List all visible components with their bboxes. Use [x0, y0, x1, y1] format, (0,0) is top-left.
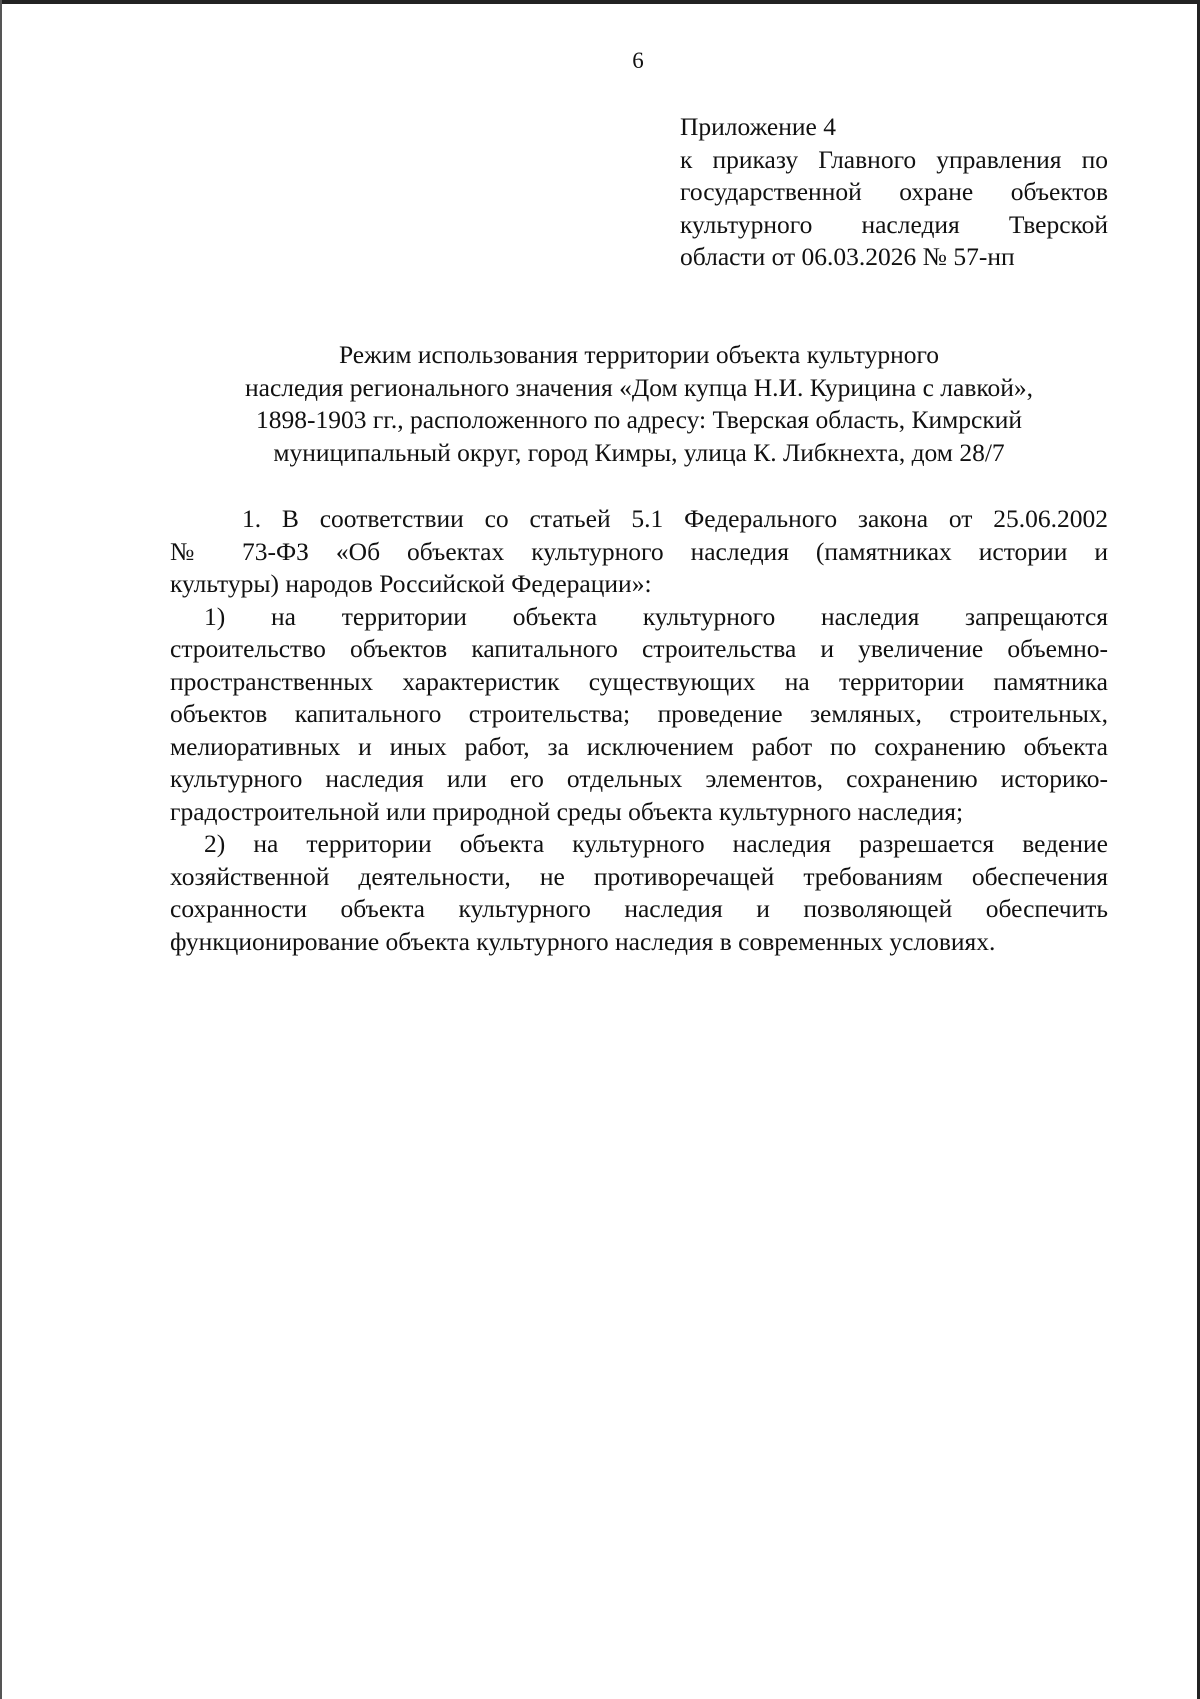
body-line: строительство объектов капитального строительства и увеличение объемно-	[170, 634, 1108, 663]
appendix-line: области от 06.03.2026 № 57-нп	[680, 242, 1015, 271]
appendix-line: Приложение 4	[680, 112, 836, 141]
body-line: 2) на территории объекта культурного наследия разрешается ведение	[204, 829, 1108, 858]
body-line: № 73-ФЗ «Об объектах культурного наследия (памятниках истории и	[170, 536, 1108, 566]
scan-border-left	[0, 0, 2, 1699]
scan-border-top	[0, 0, 1200, 4]
title-line: наследия регионального значения «Дом купца Н.И. Курицина с лавкой»,	[245, 372, 1033, 402]
list-item-1	[170, 601, 1108, 829]
list-item-2	[170, 828, 1108, 958]
body-line: 1. В соответствии со статьей 5.1 Федерального закона от 25.06.2002	[242, 504, 1108, 533]
body-line: сохранности объекта культурного наследия и позволяющей обеспечить	[170, 894, 1108, 923]
title-line: 1898-1903 гг., расположенного по адресу: Тверская область, Кимрский	[255, 405, 1023, 434]
document-body	[170, 503, 1108, 958]
title-line: Режим использования территории объекта культурного	[338, 340, 940, 369]
body-line: мелиоративных и иных работ, за исключением работ по сохранению объекта	[170, 731, 1108, 761]
body-line: градостроительной или природной среды объекта культурного наследия;	[170, 796, 964, 826]
body-line: функционирование объекта культурного наследия в современных условиях.	[170, 926, 996, 956]
appendix-line: к приказу Главного управления по	[680, 144, 1108, 174]
appendix-line: государственной охране объектов	[680, 177, 1108, 206]
body-line: объектов капитального строительства; проведение земляных, строительных,	[170, 699, 1108, 728]
body-line: культуры) народов Российской Федерации»:	[170, 569, 652, 598]
body-line: пространственных характеристик существующих на территории памятника	[170, 666, 1108, 696]
title-line: муниципальный округ, город Кимры, улица К. Либкнехта, дом 28/7	[273, 437, 1005, 467]
paragraph-1	[170, 503, 1108, 601]
appendix-line: культурного наследия Тверской	[680, 209, 1108, 239]
page-number: 6	[632, 48, 644, 73]
appendix-header	[680, 111, 1108, 274]
body-line: хозяйственной деятельности, не противоречащей требованиям обеспечения	[170, 861, 1108, 891]
body-line: 1) на территории объекта культурного наследия запрещаются	[204, 601, 1108, 631]
body-line: культурного наследия или его отдельных элементов, сохранению историко-	[170, 764, 1108, 793]
document-title	[170, 339, 1108, 469]
